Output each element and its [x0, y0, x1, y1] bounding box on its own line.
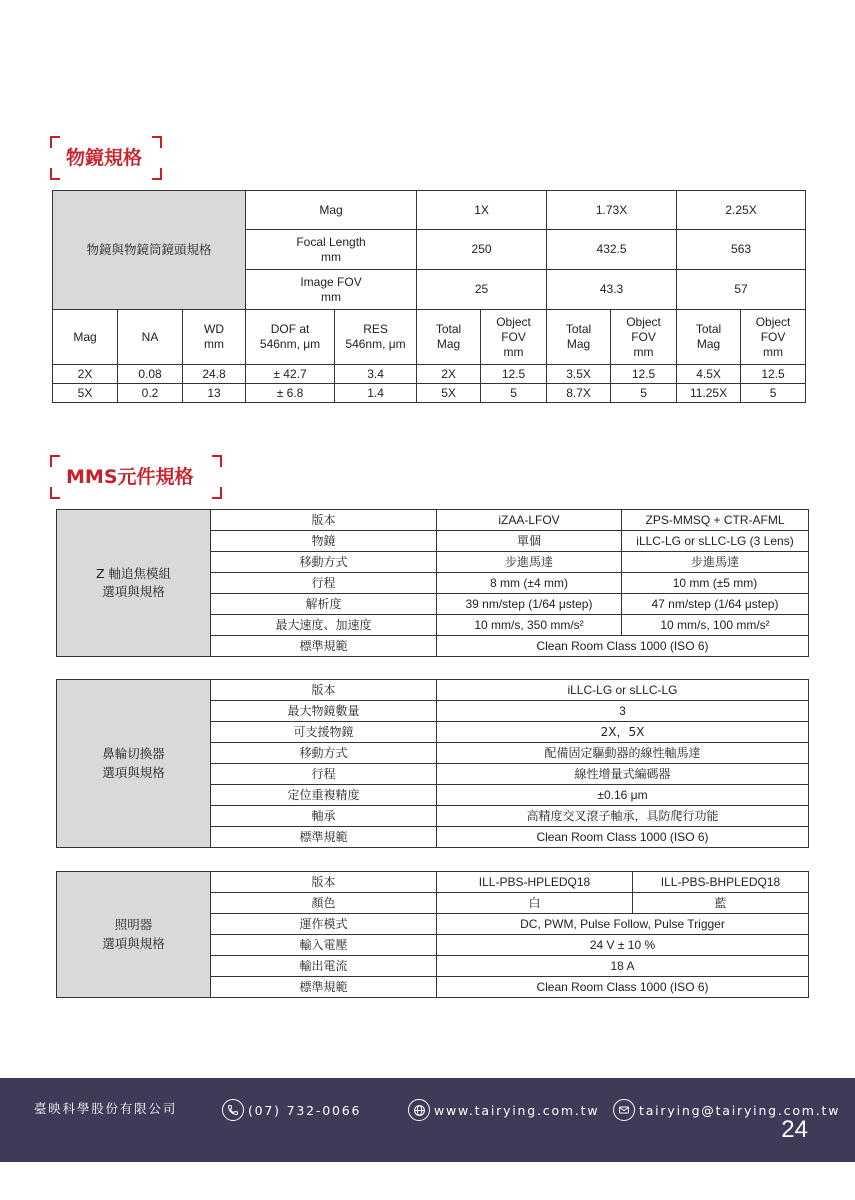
table-cell: 12.5: [611, 365, 677, 384]
spec-label: 標準規範: [211, 827, 437, 848]
spec-value: 單個: [437, 531, 622, 552]
section-title-objective: [50, 136, 162, 180]
company-name-text: 臺映科學股份有限公司: [34, 1101, 178, 1116]
spec-label: 輸入電壓: [211, 935, 437, 956]
illuminator-spec-table: [56, 871, 809, 998]
table-cell: 11.25X: [677, 384, 741, 403]
spec-label: 顏色: [211, 893, 437, 914]
illuminator-side-label: 照明器 選項與規格: [57, 872, 211, 998]
tube-mag-1: 1X: [417, 191, 547, 230]
table-cell: 0.08: [118, 365, 183, 384]
spec-value: 白: [437, 893, 633, 914]
tube-mag-3: 2.25X: [677, 191, 806, 230]
table-cell: 5: [741, 384, 806, 403]
spec-label: 運作模式: [211, 914, 437, 935]
table-cell: ± 42.7: [246, 365, 335, 384]
image-fov-3: 57: [677, 270, 806, 310]
spec-label: 最大物鏡數量: [211, 701, 437, 722]
table-cell: 5: [611, 384, 677, 403]
spec-value: ILL-PBS-HPLEDQ18: [437, 872, 633, 893]
spec-value: 10 mm/s, 350 mm/s²: [437, 615, 622, 636]
website-url[interactable]: www.tairying.com.tw: [434, 1102, 600, 1118]
phone-icon: [222, 1099, 244, 1121]
spec-label: 可支援物鏡: [211, 722, 437, 743]
spec-value: ±0.16 μm: [437, 785, 809, 806]
focal-length-2: 432.5: [547, 230, 677, 270]
header-cell: RES 546nm, μm: [335, 310, 417, 365]
table-cell: 12.5: [741, 365, 806, 384]
spec-label: 軸承: [211, 806, 437, 827]
section-title-text: 物鏡規格: [66, 147, 143, 169]
spec-label: 解析度: [211, 594, 437, 615]
table-cell: 3.4: [335, 365, 417, 384]
header-cell: Total Mag: [417, 310, 481, 365]
header-cell: Object FOV mm: [741, 310, 806, 365]
page-number: 24: [781, 1116, 808, 1143]
image-fov-label: Image FOV mm: [246, 270, 417, 310]
spec-value: ZPS-MMSQ + CTR-AFML: [622, 510, 809, 531]
table-cell: 2X: [417, 365, 481, 384]
spec-value: 藍: [633, 893, 809, 914]
spec-value: iLLC-LG or sLLC-LG (3 Lens): [622, 531, 809, 552]
table-cell: 3.5X: [547, 365, 611, 384]
spec-value: 配備固定驅動器的線性軸馬達: [437, 743, 809, 764]
spec-label: 標準規範: [211, 636, 437, 657]
table-cell: 1.4: [335, 384, 417, 403]
website-contact[interactable]: [408, 1099, 599, 1121]
spec-label: 移動方式: [211, 552, 437, 573]
z-axis-spec-table: [56, 509, 809, 657]
spec-label: 最大速度、加速度: [211, 615, 437, 636]
header-cell: WD mm: [183, 310, 246, 365]
nosepiece-side-label: 鼻輪切換器 選項與規格: [57, 680, 211, 848]
objective-group-label: 物鏡與物鏡筒鏡頭規格: [53, 191, 246, 310]
image-fov-2: 43.3: [547, 270, 677, 310]
spec-value: 3: [437, 701, 809, 722]
header-cell: NA: [118, 310, 183, 365]
phone-number[interactable]: (07) 732-0066: [248, 1102, 362, 1118]
spec-value: Clean Room Class 1000 (ISO 6): [437, 977, 809, 998]
focal-length-label: Focal Length mm: [246, 230, 417, 270]
tube-mag-2: 1.73X: [547, 191, 677, 230]
spec-value: Clean Room Class 1000 (ISO 6): [437, 636, 809, 657]
phone-contact[interactable]: [222, 1099, 361, 1121]
spec-value: 10 mm (±5 mm): [622, 573, 809, 594]
spec-label: 版本: [211, 872, 437, 893]
table-cell: 5X: [53, 384, 118, 403]
header-cell: Object FOV mm: [611, 310, 677, 365]
section-title-text: MMS元件規格: [66, 466, 194, 488]
header-cell: Total Mag: [677, 310, 741, 365]
spec-value: 18 A: [437, 956, 809, 977]
spec-label: 物鏡: [211, 531, 437, 552]
spec-label: 版本: [211, 510, 437, 531]
header-cell: Total Mag: [547, 310, 611, 365]
spec-value: 39 nm/step (1/64 μstep): [437, 594, 622, 615]
table-row: [53, 384, 806, 403]
table-cell: 0.2: [118, 384, 183, 403]
z-axis-side-label: Z 軸追焦模組 選項與規格: [57, 510, 211, 657]
table-cell: ± 6.8: [246, 384, 335, 403]
table-cell: 24.8: [183, 365, 246, 384]
spec-label: 移動方式: [211, 743, 437, 764]
table-cell: 2X: [53, 365, 118, 384]
spec-value: ILL-PBS-BHPLEDQ18: [633, 872, 809, 893]
mag-label: Mag: [246, 191, 417, 230]
spec-value: 步進馬達: [437, 552, 622, 573]
spec-label: 版本: [211, 680, 437, 701]
focal-length-1: 250: [417, 230, 547, 270]
table-row: [53, 365, 806, 384]
spec-value: iZAA-LFOV: [437, 510, 622, 531]
section-title-mms: [50, 455, 222, 499]
spec-value: 24 V ± 10 %: [437, 935, 809, 956]
spec-label: 行程: [211, 573, 437, 594]
spec-label: 定位重複精度: [211, 785, 437, 806]
header-cell: Object FOV mm: [481, 310, 547, 365]
table-cell: 13: [183, 384, 246, 403]
spec-label: 行程: [211, 764, 437, 785]
spec-value: 8 mm (±4 mm): [437, 573, 622, 594]
footer-bar: [0, 1078, 855, 1162]
focal-length-3: 563: [677, 230, 806, 270]
globe-icon: [408, 1099, 430, 1121]
spec-value: Clean Room Class 1000 (ISO 6): [437, 827, 809, 848]
spec-value: 10 mm/s, 100 mm/s²: [622, 615, 809, 636]
spec-label: 輸出電流: [211, 956, 437, 977]
image-fov-1: 25: [417, 270, 547, 310]
objective-header-row: [53, 310, 806, 365]
spec-value: DC, PWM, Pulse Follow, Pulse Trigger: [437, 914, 809, 935]
header-cell: DOF at 546nm, μm: [246, 310, 335, 365]
table-cell: 5X: [417, 384, 481, 403]
objective-spec-table: [52, 190, 806, 403]
spec-value: 線性增量式編碼器: [437, 764, 809, 785]
mail-icon: [613, 1099, 635, 1121]
header-cell: Mag: [53, 310, 118, 365]
spec-label: 標準規範: [211, 977, 437, 998]
email-address[interactable]: tairying@tairying.com.tw: [639, 1102, 841, 1118]
nosepiece-spec-table: [56, 679, 809, 848]
spec-value: 步進馬達: [622, 552, 809, 573]
table-cell: 8.7X: [547, 384, 611, 403]
spec-value: 47 nm/step (1/64 μstep): [622, 594, 809, 615]
table-cell: 4.5X: [677, 365, 741, 384]
spec-value: 2X，5X: [437, 722, 809, 743]
spec-value: 高精度交叉滾子軸承，具防爬行功能: [437, 806, 809, 827]
company-name: [34, 1099, 177, 1117]
table-cell: 5: [481, 384, 547, 403]
spec-value: iLLC-LG or sLLC-LG: [437, 680, 809, 701]
table-cell: 12.5: [481, 365, 547, 384]
